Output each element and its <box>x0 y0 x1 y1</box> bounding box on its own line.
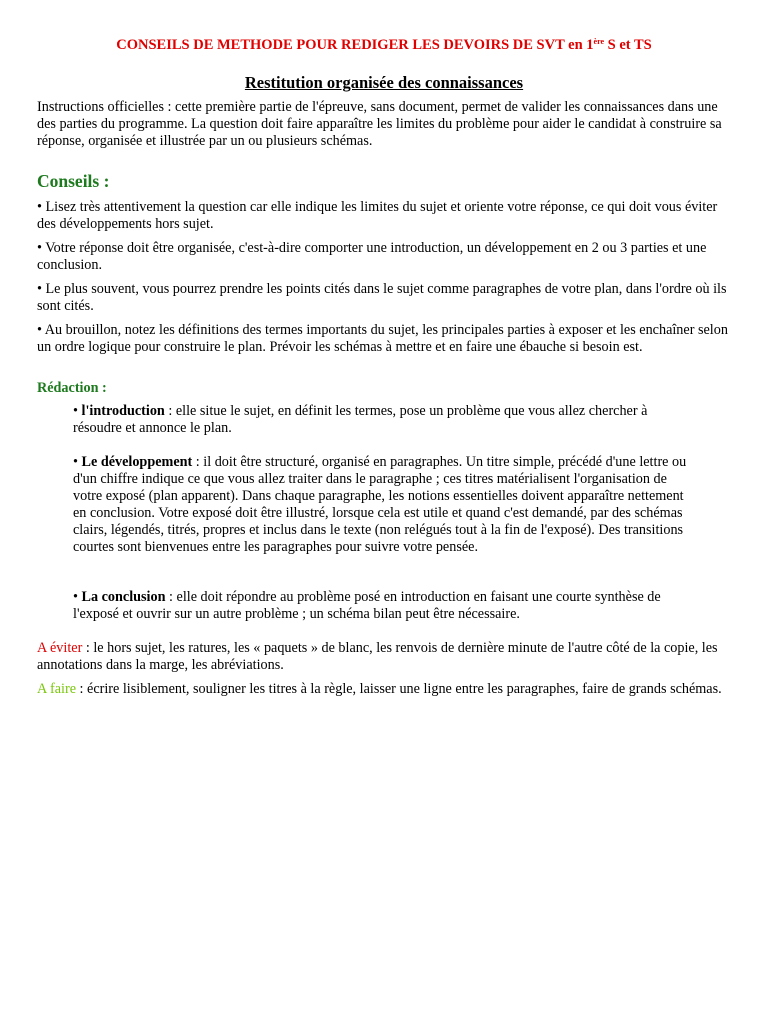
document-title-main: CONSEILS DE METHODE POUR REDIGER LES DEVOIRS DE SVT en 1 <box>116 37 594 53</box>
redaction-item-introduction <box>73 403 698 437</box>
bullet-mark: • <box>73 454 78 470</box>
redaction-term: Le développement <box>77 454 196 470</box>
document-title <box>0 33 768 54</box>
conseils-heading: Conseils : <box>37 171 110 191</box>
redaction-text: : elle situe le sujet, en définit les termes, pose un problème que vous allez chercher à résoudre et annonce le plan. <box>73 403 648 436</box>
redaction-term: La conclusion <box>77 589 170 605</box>
avoid-text: : le hors sujet, les ratures, les « paquets » de blanc, les renvois de dernière minute de l'autre côté de la copie, les annotations dans la marge, les abréviations. <box>37 640 718 673</box>
redaction-heading: Rédaction : <box>37 380 107 396</box>
conseil-item: • Au brouillon, notez les définitions des termes importants du sujet, les principales parties à exposer et les enchaîner selon un ordre logique pour construire le plan. Prévoir les schémas à mettre et en faire une ébauche si besoin est. <box>37 322 728 355</box>
avoid-paragraph <box>37 640 737 674</box>
todo-label: A faire <box>37 681 80 697</box>
bullet-mark: • <box>73 403 78 419</box>
conseil-item: • Votre réponse doit être organisée, c'est-à-dire comporter une introduction, un développement en 2 ou 3 parties et une conclusion. <box>37 240 707 273</box>
redaction-text: : elle doit répondre au problème posé en introduction en faisant une courte synthèse de l'exposé et ouvrir sur un autre problème ; un schéma bilan peut être nécessaire. <box>73 589 661 622</box>
redaction-item-conclusion <box>73 589 698 623</box>
section-title: Restitution organisée des connaissances <box>244 73 524 92</box>
redaction-text: : il doit être structuré, organisé en paragraphes. Un titre simple, précédé d'une lettre ou d'un chiffre indique ce que vous allez traiter dans le paragraphe ; ces titres matérialisent l'organisation de votre exposé (plan apparent). Dans chaque paragraphe, les notions essentielles doivent apparaître nettement en conclusion. Votre exposé doit être illustré, lorsque cela est utile et quand c'est demandé, par des schémas clairs, légendés, titrés, propres et inclus dans le texte (non relégués tout à la fin de l'exposé). Des transitions courtes sont bienvenues entre les paragraphes pour suivre votre pensée. <box>73 454 687 555</box>
document-title-superscript: ère <box>593 37 605 46</box>
todo-paragraph <box>37 681 737 698</box>
redaction-term: l'introduction <box>77 403 169 419</box>
document-title-end: S et TS <box>604 37 652 53</box>
conseil-item: • Lisez très attentivement la question car elle indique les limites du sujet et oriente votre réponse, ce qui doit vous éviter des développements hors sujet. <box>37 199 718 232</box>
redaction-item-developpement <box>73 454 698 556</box>
avoid-label: A éviter <box>37 640 86 656</box>
bullet-mark: • <box>73 589 78 605</box>
intro-paragraph: Instructions officielles : cette première partie de l'épreuve, sans document, permet de valider les connaissances dans une des parties du programme. La question doit faire apparaître les limites du problème pour aider le candidat à construire sa réponse, organisée et illustrée par un ou plusieurs schémas. <box>37 99 722 149</box>
todo-text: : écrire lisiblement, souligner les titres à la règle, laisser une ligne entre les paragraphes, faire de grands schémas. <box>79 681 722 697</box>
conseil-item: • Le plus souvent, vous pourrez prendre les points cités dans le sujet comme paragraphes de votre plan, dans l'ordre où ils sont cités. <box>37 281 727 314</box>
